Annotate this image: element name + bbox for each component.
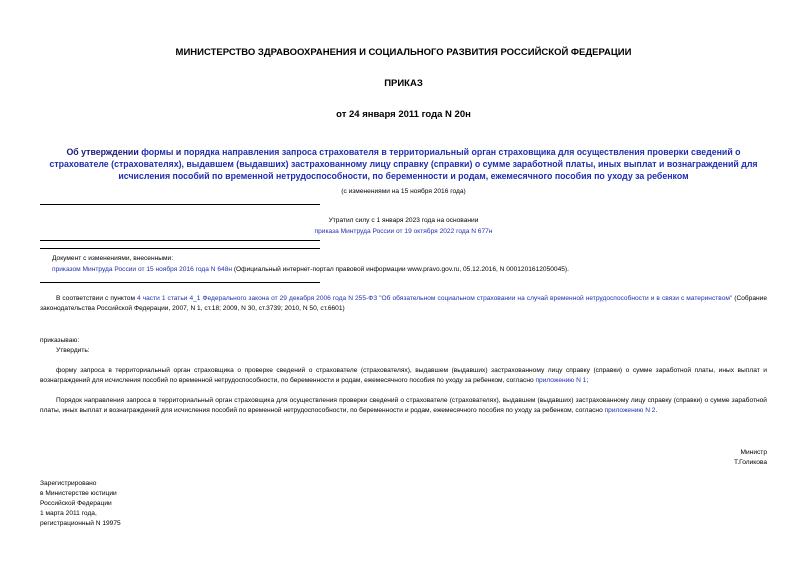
item-2-end: . xyxy=(655,407,658,414)
amendment-order-link[interactable]: приказом Минтруда России от 15 ноября 2016 года N 648н xyxy=(52,266,233,273)
procedure-link[interactable]: порядка направления запроса страхователя в территориальный орган страховщика для осуществления проверки сведений о страхователе (страхователях), выдавшем (выдавших) застрахованному лицу справку (справки) о сумме заработной платы, иных выплат и вознаграждений для исчисления пособий по временной нетрудоспособности, по беременности и родам, ежемесячного пособия по уходу за ребенком xyxy=(49,147,758,181)
basis-paragraph xyxy=(40,294,767,314)
divider-line xyxy=(40,282,320,283)
order-date-number: от 24 января 2011 года N 20н xyxy=(336,109,471,120)
divider-line xyxy=(40,248,320,249)
title-text-and: и xyxy=(173,147,184,157)
federal-law-link[interactable]: 4 части 1 статьи 4_1 Федерального закона от 29 декабря 2006 года N 255-ФЗ "Об обязательном социальном страховании на случай временной нетрудоспособности и в связи с материнством" xyxy=(137,295,733,302)
signature-name: Т.Голикова xyxy=(733,459,767,466)
edition-note: (с изменениями на 15 ноября 2016 года) xyxy=(341,188,466,195)
divider-line xyxy=(40,240,320,241)
amendments-line xyxy=(52,265,767,275)
lost-force-link[interactable]: приказа Минтруда России от 19 октября 2022 года N 677н xyxy=(314,228,493,235)
order-title xyxy=(40,146,767,182)
amendment-source: (Официальный интернет-портал правовой информации www.pravo.gov.ru, 05.12.2016, N 0001201612050045). xyxy=(232,266,569,273)
registration-line-2: в Министерстве юстиции xyxy=(40,490,117,497)
order-word: приказываю: xyxy=(40,337,80,344)
amendments-label: Документ с изменениями, внесенными: xyxy=(52,255,174,262)
registration-line-1: Зарегистрировано xyxy=(40,480,97,487)
lost-force-text: Утратил силу с 1 января 2023 года на основании xyxy=(328,217,479,224)
item-2-paragraph xyxy=(40,396,767,416)
approve-word: Утвердить: xyxy=(56,347,90,354)
divider-line xyxy=(40,204,320,205)
title-text-start: Об утверждении xyxy=(66,147,142,157)
appendix-1-link[interactable]: приложению N 1 xyxy=(535,377,587,384)
lost-force-link-line xyxy=(0,227,807,237)
appendix-2-link[interactable]: приложению N 2 xyxy=(604,407,656,414)
signature-position: Министр xyxy=(740,449,767,456)
basis-text-start: В соответствии с пунктом xyxy=(56,295,138,302)
form-link[interactable]: формы xyxy=(141,147,174,157)
registration-line-3: Российской Федерации xyxy=(40,500,112,507)
item-1-end: ; xyxy=(586,377,589,384)
basis-text-end: (Собрание законодательства Российской Федерации, 2007, N 1, ст.18; 2009, N 30, ст.3739; 2010, N 50, ст.6601) xyxy=(40,295,768,312)
registration-line-4: 1 марта 2011 года, xyxy=(40,510,97,517)
registration-line-5: регистрационный N 19975 xyxy=(40,520,121,527)
ministry-heading: МИНИСТЕРСТВО ЗДРАВООХРАНЕНИЯ И СОЦИАЛЬНОГО РАЗВИТИЯ РОССИЙСКОЙ ФЕДЕРАЦИИ xyxy=(175,47,632,58)
document-type: ПРИКАЗ xyxy=(384,78,423,89)
item-2-text: Порядок направления запроса в территориальный орган страховщика для осуществления проверки сведений о страхователе (страхователях), выдавшем (выдавших) застрахованному лицу справку (справки) о сумме заработной платы, иных выплат и вознаграждений для исчисления пособий по временной нетрудоспособности, по беременности и родам, ежемесячного пособия по уходу за ребенком, согласно xyxy=(40,397,767,414)
item-1-text: форму запроса в территориальный орган страховщика о проверке сведений о страхователе (страхователях), выдавшем (выдавших) застрахованному лицу справку (справки) о сумме заработной платы, иных выплат и вознаграждений для исчисления пособий по временной нетрудоспособности, по беременности и родам, ежемесячного пособия по уходу за ребенком, согласно xyxy=(40,367,767,384)
item-1-paragraph xyxy=(40,366,767,386)
